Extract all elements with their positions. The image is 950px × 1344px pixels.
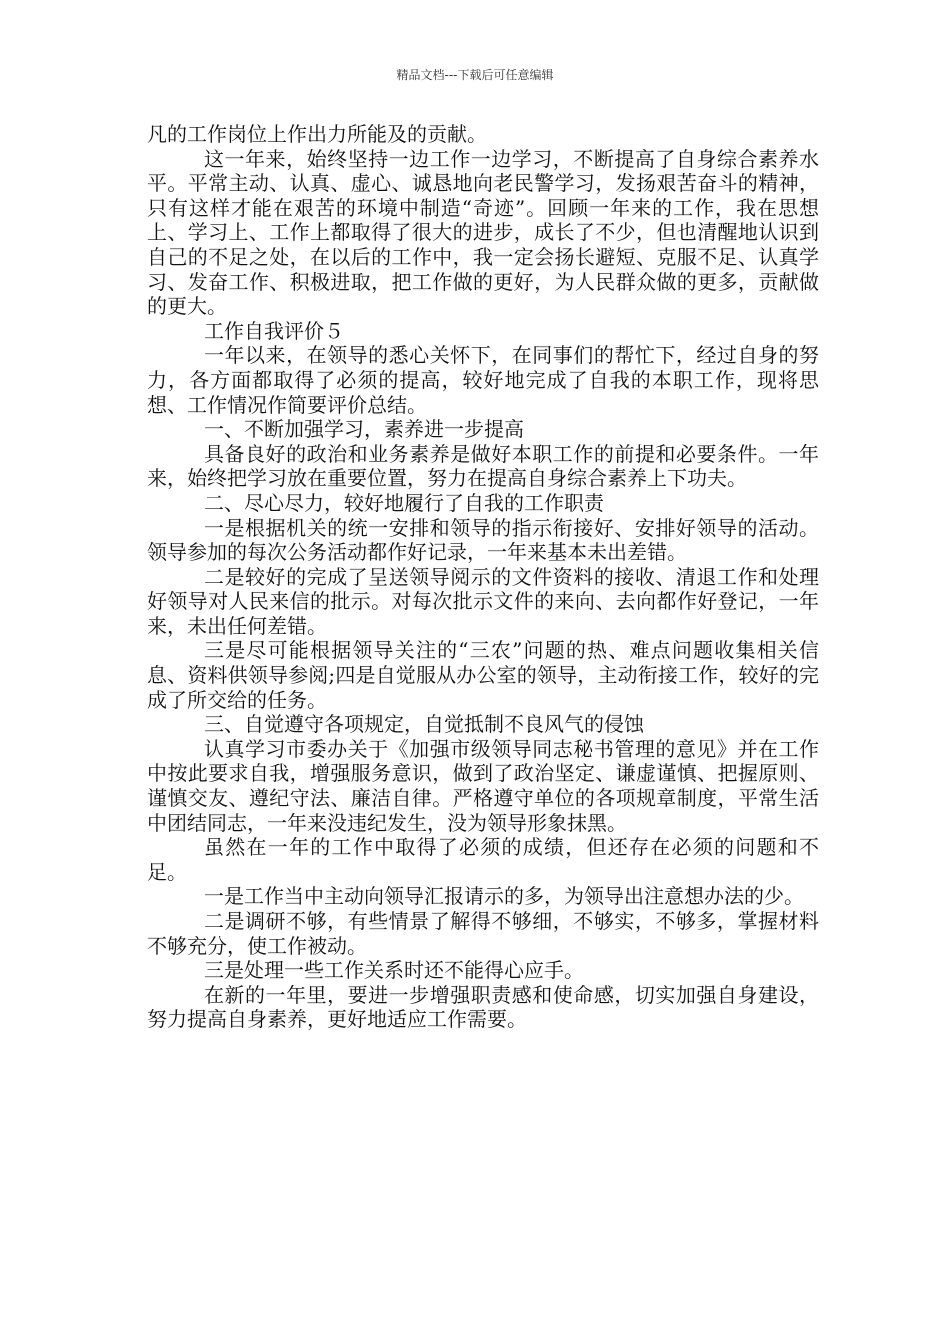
paragraph: 二是较好的完成了呈送领导阅示的文件资料的接收、清退工作和处理好领导对人民来信的批示。对每次批示文件的来向、去向都作好登记，一年来，未出任何差错。 bbox=[147, 564, 819, 638]
section-heading: 三、自觉遵守各项规定，自觉抵制不良风气的侵蚀 bbox=[204, 712, 644, 737]
page-header: 精品文档---下载后可任意编辑 bbox=[396, 68, 554, 82]
paragraph: 一是工作当中主动向领导汇报请示的多，为领导出注意想办法的少。 bbox=[204, 884, 804, 909]
section-title: 工作自我评价５ bbox=[204, 318, 344, 343]
section-heading: 二、尽心尽力，较好地履行了自我的工作职责 bbox=[204, 490, 604, 515]
section-heading: 一、不断加强学习，素养进一步提高 bbox=[204, 417, 524, 442]
paragraph: 一是根据机关的统一安排和领导的指示衔接好、安排好领导的活动。领导参加的每次公务活动都作好记录，一年来基本未出差错。 bbox=[147, 515, 819, 565]
paragraph: 这一年来，始终坚持一边工作一边学习，不断提高了自身综合素养水平。平常主动、认真、虚心、诚恳地向老民警学习，发扬艰苦奋斗的精神，只有这样才能在艰苦的环境中制造“奇迹”。回顾一年来的工作，我在思想上、学习上、工作上都取得了很大的进步，成长了不少，但也清醒地认识到自己的不足之处，在以后的工作中，我一定会扬长避短、克服不足、认真学习、发奋工作、积极进取，把工作做的更好，为人民群众做的更多，贡献做的更大。 bbox=[147, 146, 819, 319]
paragraph: 三是尽可能根据领导关注的“三农”问题的热、难点问题收集相关信息、资料供领导参阅;四是自觉服从办公室的领导，主动衔接工作，较好的完成了所交给的任务。 bbox=[147, 638, 819, 712]
paragraph: 认真学习市委办关于《加强市级领导同志秘书管理的意见》并在工作中按此要求自我，增强服务意识，做到了政治坚定、谦虚谨慎、把握原则、谨慎交友、遵纪守法、廉洁自律。严格遵守单位的各项规章制度，平常生活中团结同志，一年来没违纪发生，没为领导形象抹黑。 bbox=[147, 736, 819, 835]
paragraph: 二是调研不够，有些情景了解得不够细，不够实，不够多，掌握材料不够充分，使工作被动。 bbox=[147, 909, 819, 958]
paragraph: 一年以来，在领导的悉心关怀下，在同事们的帮忙下，经过自身的努力，各方面都取得了必须的提高，较好地完成了自我的本职工作，现将思想、工作情况作简要评价总结。 bbox=[147, 343, 819, 417]
paragraph: 三是处理一些工作关系时还不能得心应手。 bbox=[204, 958, 584, 983]
paragraph: 具备良好的政治和业务素养是做好本职工作的前提和必要条件。一年来，始终把学习放在重要位置，努力在提高自身综合素养上下功夫。 bbox=[147, 441, 819, 491]
paragraph: 在新的一年里，要进一步增强职责感和使命感，切实加强自身建设，努力提高自身素养，更好地适应工作需要。 bbox=[147, 982, 819, 1032]
document-body bbox=[147, 122, 819, 1032]
paragraph: 凡的工作岗位上作出力所能及的贡献。 bbox=[147, 122, 487, 146]
paragraph: 虽然在一年的工作中取得了必须的成绩，但还存在必须的问题和不足。 bbox=[147, 835, 819, 884]
